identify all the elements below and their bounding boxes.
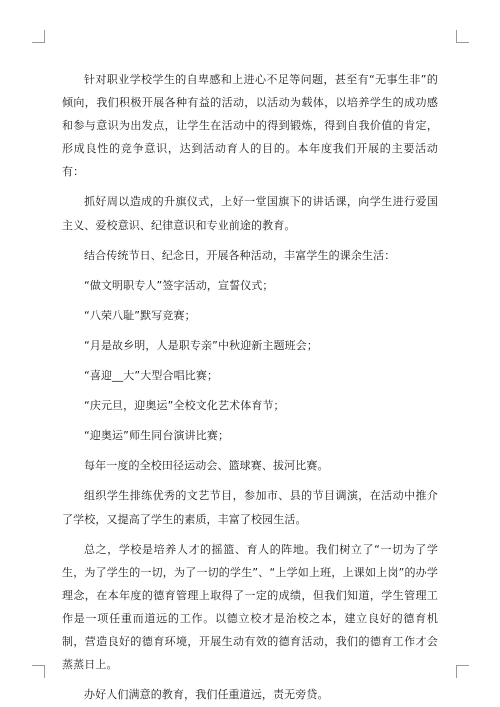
crop-mark-top-left (32, 30, 45, 43)
list-item-writing-contest: “八荣八耻”默写竞赛； (84, 308, 196, 322)
list-item-arts-festival: “庆元旦，迎奥运”全校文化艺术体育节； (84, 399, 285, 413)
crop-mark-top-right (456, 30, 469, 43)
list-item-chorus-contest: “喜迎__大”大型合唱比赛； (84, 369, 219, 383)
crop-mark-bottom-left (32, 665, 45, 678)
paragraph-flag-ceremony: 抓好周以造成的升旗仪式，上好一堂国旗下的讲话课，向学生进行爱国主义、爱校意识、纪律意识和专业前途的教育。 (62, 195, 438, 232)
list-item-sports-meet: 每年一度的全校田径运动会、篮球赛、拔河比赛。 (84, 459, 329, 473)
paragraph-performances: 组织学生排练优秀的文艺节目，参加市、县的节目调演，在活动中推介了学校，又提高了学生的素质，丰富了校园生活。 (62, 489, 438, 526)
document-body (62, 68, 438, 706)
list-item-class-meeting: “月是故乡明，人是职专亲”中秋迎新主题班会； (84, 338, 319, 352)
paragraph-summary: 总之，学校是培养人才的摇篮、育人的阵地。我们树立了“一切为了学生，为了学生的一切，为了一切的学生”、“上学如上班，上课如上岗”的办学理念，在本年度的德育管理上取得了一定的成绩，但我们知道，学生管理工作是一项任重而道远的工作。以德立校才是治校之本，建立良好的德育机制，营造良好的德育环境，开展生动有效的德育活动，我们的德育工作才会蒸蒸日上。 (62, 542, 438, 672)
paragraph-activities-intro: 针对职业学校学生的自卑感和上进心不足等问题，甚至有“无事生非”的倾向，我们积极开展各种有益的活动，以活动为载体，以培养学生的成功感和参与意识为出发点，让学生在活动中的得到锻炼，得到自我价值的肯定，形成良性的竞争意识，达到活动育人的目的。本年度我们开展的主要活动有： (62, 73, 438, 179)
list-item-speech-contest: “迎奥运”师生同台演讲比赛； (84, 429, 230, 443)
paragraph-closing: 办好人们满意的教育，我们任重道远，责无旁贷。 (84, 688, 329, 702)
list-item-signing-activity: “做文明职专人”签字活动，宣誓仪式； (84, 278, 274, 292)
crop-mark-bottom-right (456, 665, 469, 678)
paragraph-festival-activities: 结合传统节日、纪念日，开展各种活动，丰富学生的课余生活： (84, 248, 396, 262)
